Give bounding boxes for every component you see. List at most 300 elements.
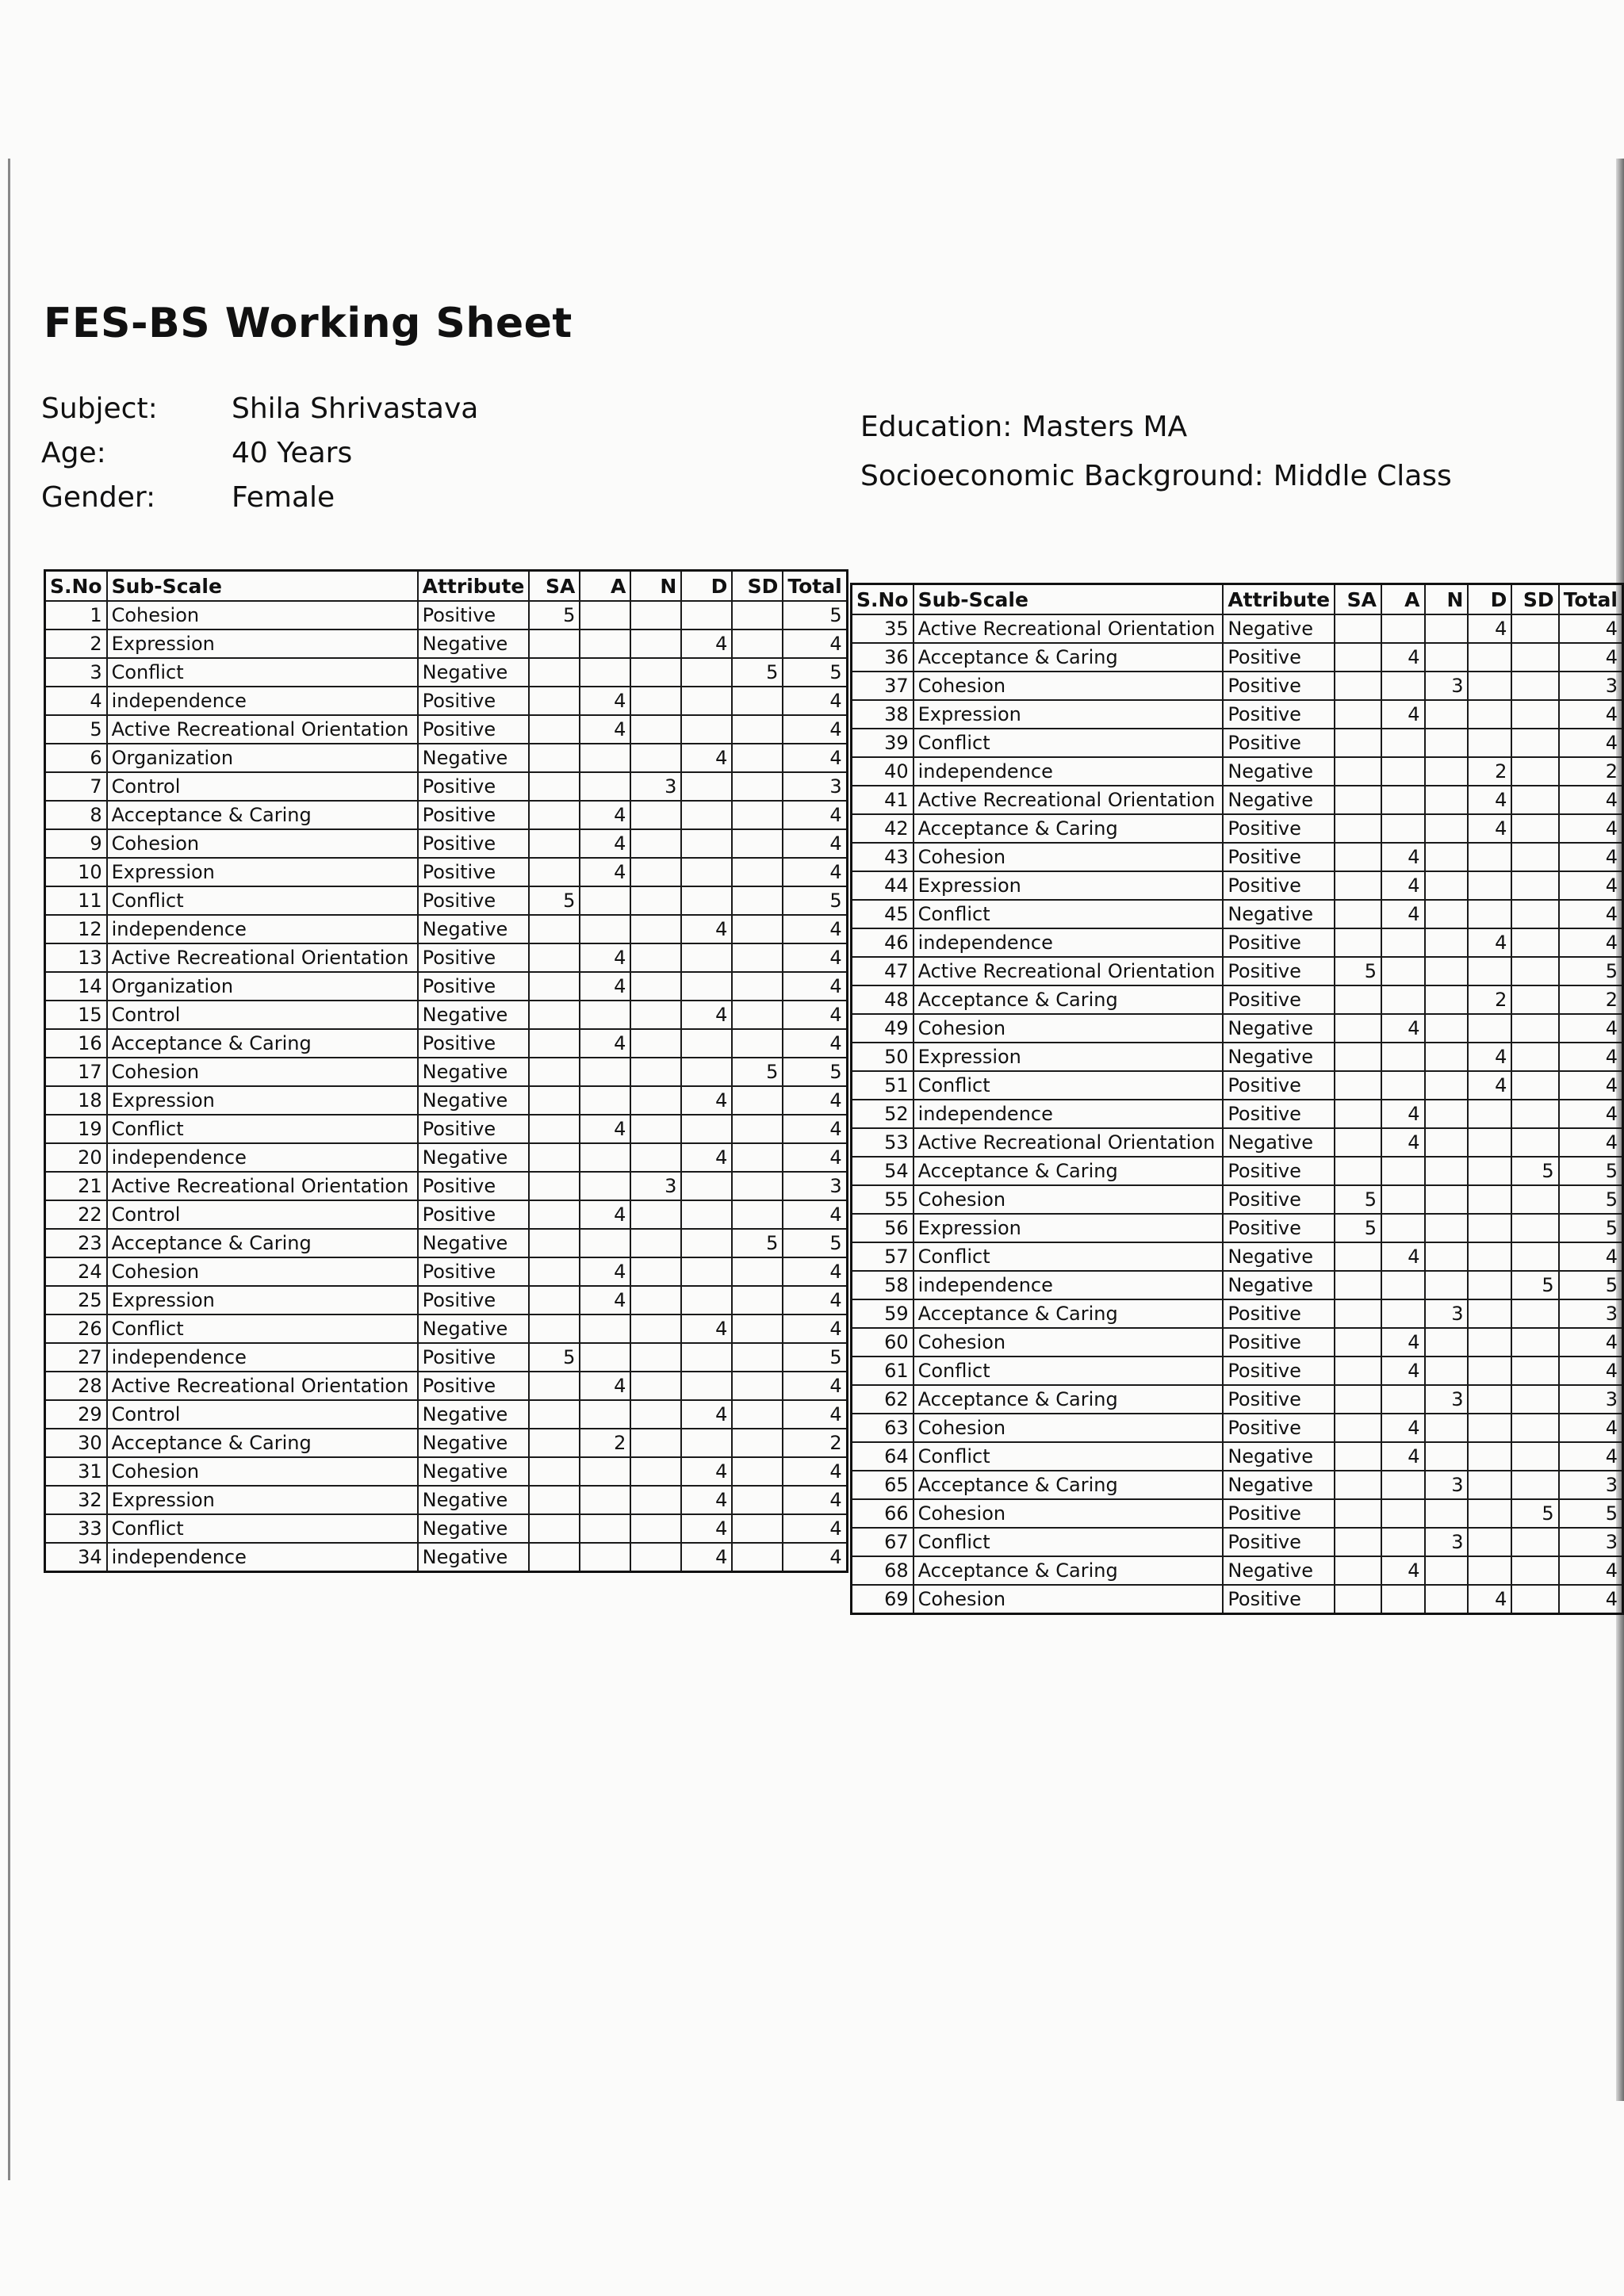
cell-subscale: Acceptance & Caring xyxy=(107,1429,418,1457)
cell-attribute: Positive xyxy=(1223,871,1335,900)
cell-d: 4 xyxy=(681,1001,732,1029)
cell-subscale: Organization xyxy=(107,972,418,1001)
cell-attribute: Positive xyxy=(1223,843,1335,871)
cell-sno: 47 xyxy=(852,957,914,985)
cell-a: 4 xyxy=(580,1115,630,1143)
table-row xyxy=(852,1585,1623,1614)
cell-total: 3 xyxy=(1559,1471,1623,1499)
cell-sd: 5 xyxy=(1511,1271,1558,1299)
cell-n xyxy=(1425,1100,1469,1128)
cell-sno: 12 xyxy=(45,915,107,943)
cell-a: 4 xyxy=(1381,700,1425,729)
cell-subscale: Active Recreational Orientation xyxy=(107,1372,418,1400)
cell-subscale: Organization xyxy=(107,744,418,772)
cell-sno: 49 xyxy=(852,1014,914,1043)
cell-subscale: Conflict xyxy=(914,1242,1224,1271)
cell-sd xyxy=(1511,1556,1558,1585)
score-table-right xyxy=(850,583,1624,1615)
cell-sd xyxy=(732,1457,783,1486)
cell-sa: 5 xyxy=(529,1343,580,1372)
cell-n xyxy=(1425,957,1469,985)
cell-sno: 38 xyxy=(852,700,914,729)
cell-sa xyxy=(1335,643,1381,672)
cell-attribute: Negative xyxy=(1223,1242,1335,1271)
education-row xyxy=(860,403,1452,452)
cell-d xyxy=(1468,1299,1511,1328)
table-row xyxy=(852,614,1623,643)
header-total: Total xyxy=(1559,584,1623,615)
cell-sa xyxy=(529,744,580,772)
cell-sd xyxy=(1511,1185,1558,1214)
header-sa: SA xyxy=(529,571,580,602)
cell-total: 4 xyxy=(783,858,847,886)
cell-sa xyxy=(1335,1043,1381,1071)
cell-d xyxy=(1468,1499,1511,1528)
cell-sd xyxy=(732,1115,783,1143)
cell-sa xyxy=(1335,786,1381,814)
cell-d xyxy=(681,687,732,715)
table-row xyxy=(852,729,1623,757)
cell-attribute: Negative xyxy=(1223,1556,1335,1585)
cell-a xyxy=(1381,1185,1425,1214)
cell-a: 4 xyxy=(580,829,630,858)
cell-sd xyxy=(732,1001,783,1029)
cell-subscale: Acceptance & Caring xyxy=(914,1556,1224,1585)
cell-subscale: Active Recreational Orientation xyxy=(107,943,418,972)
cell-sd xyxy=(1511,1471,1558,1499)
cell-total: 4 xyxy=(783,972,847,1001)
table-row xyxy=(852,1242,1623,1271)
table-row xyxy=(852,700,1623,729)
cell-a xyxy=(580,1229,630,1257)
cell-attribute: Positive xyxy=(418,1372,530,1400)
cell-n xyxy=(630,658,681,687)
cell-sd xyxy=(1511,1214,1558,1242)
cell-total: 5 xyxy=(1559,1185,1623,1214)
cell-total: 4 xyxy=(1559,1328,1623,1357)
cell-d xyxy=(1468,1556,1511,1585)
table-row xyxy=(45,1486,848,1514)
cell-d xyxy=(681,801,732,829)
cell-sno: 21 xyxy=(45,1172,107,1200)
cell-a: 4 xyxy=(580,858,630,886)
cell-attribute: Negative xyxy=(418,915,530,943)
cell-sa xyxy=(1335,1414,1381,1442)
cell-subscale: independence xyxy=(107,1143,418,1172)
cell-attribute: Negative xyxy=(1223,1271,1335,1299)
table-row xyxy=(852,814,1623,843)
table-row xyxy=(45,1200,848,1229)
cell-subscale: independence xyxy=(107,1343,418,1372)
cell-sa xyxy=(529,1143,580,1172)
cell-n xyxy=(630,943,681,972)
cell-total: 5 xyxy=(783,658,847,687)
table-row xyxy=(852,1185,1623,1214)
cell-sno: 13 xyxy=(45,943,107,972)
cell-a xyxy=(580,1143,630,1172)
cell-sa xyxy=(1335,729,1381,757)
cell-n xyxy=(630,886,681,915)
cell-d xyxy=(1468,1471,1511,1499)
cell-d xyxy=(681,1429,732,1457)
cell-total: 4 xyxy=(783,1200,847,1229)
cell-n xyxy=(1425,1499,1469,1528)
cell-subscale: Conflict xyxy=(107,658,418,687)
cell-total: 4 xyxy=(1559,643,1623,672)
table-row xyxy=(45,629,848,658)
cell-total: 4 xyxy=(783,829,847,858)
cell-subscale: Acceptance & Caring xyxy=(914,1157,1224,1185)
cell-n xyxy=(1425,1442,1469,1471)
cell-d: 4 xyxy=(1468,1585,1511,1614)
cell-attribute: Positive xyxy=(1223,814,1335,843)
cell-d xyxy=(1468,1242,1511,1271)
cell-sd xyxy=(732,1343,783,1372)
subject-info xyxy=(41,387,478,520)
cell-subscale: Cohesion xyxy=(107,601,418,629)
cell-total: 4 xyxy=(783,1314,847,1343)
cell-d xyxy=(681,1286,732,1314)
cell-d xyxy=(1468,1414,1511,1442)
cell-n xyxy=(630,1286,681,1314)
header-a: A xyxy=(1381,584,1425,615)
cell-sa xyxy=(529,772,580,801)
cell-attribute: Positive xyxy=(1223,729,1335,757)
cell-n xyxy=(630,1343,681,1372)
cell-sd xyxy=(1511,871,1558,900)
cell-sd xyxy=(1511,1328,1558,1357)
cell-sa xyxy=(1335,614,1381,643)
cell-total: 2 xyxy=(783,1429,847,1457)
cell-sd: 5 xyxy=(1511,1157,1558,1185)
cell-sno: 60 xyxy=(852,1328,914,1357)
table-row xyxy=(45,943,848,972)
cell-subscale: Conflict xyxy=(107,886,418,915)
header-n: N xyxy=(630,571,681,602)
cell-sa xyxy=(529,1514,580,1543)
cell-sno: 51 xyxy=(852,1071,914,1100)
cell-attribute: Positive xyxy=(1223,1414,1335,1442)
cell-n xyxy=(1425,614,1469,643)
cell-d: 4 xyxy=(1468,1071,1511,1100)
header-a: A xyxy=(580,571,630,602)
cell-sa xyxy=(529,1372,580,1400)
cell-d: 4 xyxy=(1468,1043,1511,1071)
cell-a xyxy=(1381,928,1425,957)
cell-total: 4 xyxy=(1559,729,1623,757)
cell-sd xyxy=(1511,1043,1558,1071)
cell-a: 4 xyxy=(1381,1442,1425,1471)
cell-sd xyxy=(732,772,783,801)
cell-d: 4 xyxy=(681,1086,732,1115)
cell-sno: 5 xyxy=(45,715,107,744)
cell-total: 4 xyxy=(1559,900,1623,928)
cell-n xyxy=(630,801,681,829)
cell-sno: 14 xyxy=(45,972,107,1001)
cell-total: 4 xyxy=(1559,1556,1623,1585)
cell-n: 3 xyxy=(1425,1528,1469,1556)
cell-d xyxy=(1468,1100,1511,1128)
cell-subscale: Expression xyxy=(107,1486,418,1514)
cell-attribute: Positive xyxy=(418,1343,530,1372)
cell-a: 2 xyxy=(580,1429,630,1457)
cell-attribute: Positive xyxy=(418,1286,530,1314)
cell-n xyxy=(630,1143,681,1172)
cell-sno: 56 xyxy=(852,1214,914,1242)
cell-sa xyxy=(1335,1271,1381,1299)
cell-subscale: independence xyxy=(914,757,1224,786)
cell-total: 4 xyxy=(783,687,847,715)
cell-d xyxy=(1468,957,1511,985)
cell-d xyxy=(1468,1185,1511,1214)
cell-attribute: Positive xyxy=(1223,1499,1335,1528)
table-body xyxy=(852,614,1623,1614)
cell-a xyxy=(1381,1471,1425,1499)
cell-sd xyxy=(732,1543,783,1572)
cell-a xyxy=(1381,1499,1425,1528)
cell-subscale: Expression xyxy=(914,1214,1224,1242)
cell-sno: 59 xyxy=(852,1299,914,1328)
cell-sd xyxy=(732,972,783,1001)
cell-a xyxy=(580,1486,630,1514)
cell-a: 4 xyxy=(1381,1357,1425,1385)
cell-a: 4 xyxy=(580,687,630,715)
cell-n xyxy=(630,1200,681,1229)
cell-subscale: Acceptance & Caring xyxy=(914,643,1224,672)
cell-sd xyxy=(1511,1528,1558,1556)
table-row xyxy=(45,1001,848,1029)
table-row xyxy=(45,1314,848,1343)
cell-a xyxy=(580,1514,630,1543)
cell-d: 4 xyxy=(681,1314,732,1343)
cell-d xyxy=(1468,1214,1511,1242)
cell-total: 4 xyxy=(783,915,847,943)
cell-sa xyxy=(1335,1585,1381,1614)
cell-total: 5 xyxy=(1559,957,1623,985)
cell-sd xyxy=(732,1172,783,1200)
table-row xyxy=(45,1543,848,1572)
cell-a: 4 xyxy=(1381,1242,1425,1271)
cell-sa: 5 xyxy=(1335,1185,1381,1214)
cell-n xyxy=(1425,1556,1469,1585)
cell-subscale: independence xyxy=(914,928,1224,957)
cell-sa xyxy=(1335,1556,1381,1585)
cell-sd xyxy=(732,1029,783,1058)
cell-sno: 40 xyxy=(852,757,914,786)
cell-sd xyxy=(1511,643,1558,672)
cell-n: 3 xyxy=(1425,1471,1469,1499)
cell-total: 5 xyxy=(1559,1214,1623,1242)
cell-attribute: Negative xyxy=(1223,900,1335,928)
cell-n xyxy=(1425,1414,1469,1442)
cell-total: 4 xyxy=(1559,614,1623,643)
cell-n xyxy=(630,915,681,943)
cell-subscale: Active Recreational Orientation xyxy=(914,614,1224,643)
cell-sd xyxy=(1511,729,1558,757)
cell-subscale: Active Recreational Orientation xyxy=(107,1172,418,1200)
cell-a xyxy=(580,772,630,801)
cell-sno: 19 xyxy=(45,1115,107,1143)
cell-d: 4 xyxy=(1468,786,1511,814)
cell-sno: 53 xyxy=(852,1128,914,1157)
socio-value: Middle Class xyxy=(1273,460,1452,492)
table-row xyxy=(45,1229,848,1257)
cell-sa xyxy=(1335,1299,1381,1328)
table-body xyxy=(45,601,848,1572)
cell-sd xyxy=(732,1200,783,1229)
cell-subscale: Acceptance & Caring xyxy=(107,1229,418,1257)
cell-sno: 66 xyxy=(852,1499,914,1528)
cell-subscale: Acceptance & Caring xyxy=(107,1029,418,1058)
cell-sno: 63 xyxy=(852,1414,914,1442)
table-header-row xyxy=(45,571,848,602)
cell-n xyxy=(1425,643,1469,672)
table-row xyxy=(852,1128,1623,1157)
cell-sno: 10 xyxy=(45,858,107,886)
cell-total: 4 xyxy=(1559,1442,1623,1471)
cell-total: 4 xyxy=(783,1143,847,1172)
cell-n xyxy=(630,1086,681,1115)
header-attribute: Attribute xyxy=(418,571,530,602)
cell-sd: 5 xyxy=(732,1058,783,1086)
cell-sa xyxy=(529,1229,580,1257)
cell-attribute: Positive xyxy=(418,715,530,744)
cell-sno: 67 xyxy=(852,1528,914,1556)
cell-d xyxy=(681,1343,732,1372)
cell-n xyxy=(630,1514,681,1543)
cell-a xyxy=(1381,985,1425,1014)
cell-subscale: Conflict xyxy=(914,1071,1224,1100)
cell-n xyxy=(630,601,681,629)
cell-d xyxy=(681,1257,732,1286)
cell-total: 2 xyxy=(1559,757,1623,786)
cell-total: 4 xyxy=(783,629,847,658)
cell-attribute: Negative xyxy=(418,1229,530,1257)
cell-n xyxy=(630,1115,681,1143)
cell-attribute: Positive xyxy=(418,1200,530,1229)
cell-a: 4 xyxy=(580,943,630,972)
table-row xyxy=(45,1457,848,1486)
education-label: Education: xyxy=(860,411,1013,443)
table-row xyxy=(852,1271,1623,1299)
table-row xyxy=(852,985,1623,1014)
cell-sa xyxy=(1335,1442,1381,1471)
cell-a xyxy=(1381,1043,1425,1071)
cell-sno: 27 xyxy=(45,1343,107,1372)
cell-subscale: Cohesion xyxy=(914,1585,1224,1614)
cell-subscale: Cohesion xyxy=(914,1499,1224,1528)
cell-a: 4 xyxy=(580,972,630,1001)
cell-a xyxy=(580,629,630,658)
cell-n xyxy=(630,1058,681,1086)
cell-a: 4 xyxy=(580,1286,630,1314)
header-sno: S.No xyxy=(852,584,914,615)
cell-total: 4 xyxy=(783,1086,847,1115)
cell-d xyxy=(681,772,732,801)
cell-d xyxy=(1468,900,1511,928)
table-row xyxy=(852,643,1623,672)
cell-sno: 28 xyxy=(45,1372,107,1400)
cell-sa xyxy=(1335,1471,1381,1499)
table-row xyxy=(45,886,848,915)
cell-a xyxy=(580,658,630,687)
cell-n xyxy=(1425,1128,1469,1157)
cell-d xyxy=(1468,1442,1511,1471)
table-row xyxy=(45,1343,848,1372)
cell-subscale: Conflict xyxy=(914,900,1224,928)
cell-sno: 18 xyxy=(45,1086,107,1115)
table-row xyxy=(852,1071,1623,1100)
cell-attribute: Negative xyxy=(418,1429,530,1457)
cell-sno: 31 xyxy=(45,1457,107,1486)
cell-a xyxy=(580,1058,630,1086)
cell-subscale: Conflict xyxy=(107,1514,418,1543)
cell-sa xyxy=(1335,1242,1381,1271)
cell-attribute: Negative xyxy=(1223,1471,1335,1499)
cell-subscale: Conflict xyxy=(107,1115,418,1143)
cell-d xyxy=(1468,643,1511,672)
header-sd: SD xyxy=(732,571,783,602)
cell-d xyxy=(1468,1328,1511,1357)
background-info xyxy=(860,403,1452,501)
cell-attribute: Positive xyxy=(418,1029,530,1058)
table-row xyxy=(852,1043,1623,1071)
gender-value: Female xyxy=(232,481,335,514)
cell-subscale: Cohesion xyxy=(107,1058,418,1086)
cell-d xyxy=(681,1229,732,1257)
cell-attribute: Negative xyxy=(418,1058,530,1086)
cell-sa xyxy=(529,1086,580,1115)
cell-n xyxy=(1425,1271,1469,1299)
cell-sd xyxy=(1511,957,1558,985)
cell-subscale: Cohesion xyxy=(914,1014,1224,1043)
cell-total: 5 xyxy=(783,601,847,629)
cell-total: 4 xyxy=(783,1486,847,1514)
header-d: D xyxy=(1468,584,1511,615)
cell-sd xyxy=(1511,843,1558,871)
cell-n xyxy=(1425,1357,1469,1385)
cell-total: 4 xyxy=(783,744,847,772)
cell-subscale: Acceptance & Caring xyxy=(914,1385,1224,1414)
cell-sno: 46 xyxy=(852,928,914,957)
cell-total: 5 xyxy=(783,1229,847,1257)
cell-sno: 24 xyxy=(45,1257,107,1286)
cell-attribute: Negative xyxy=(418,1486,530,1514)
cell-sno: 8 xyxy=(45,801,107,829)
cell-subscale: Cohesion xyxy=(107,1257,418,1286)
cell-sd xyxy=(732,1143,783,1172)
cell-d xyxy=(1468,871,1511,900)
cell-sa xyxy=(529,801,580,829)
cell-d xyxy=(681,858,732,886)
cell-a: 4 xyxy=(580,1257,630,1286)
cell-n xyxy=(1425,757,1469,786)
cell-attribute: Negative xyxy=(418,744,530,772)
cell-sa xyxy=(529,1172,580,1200)
cell-n xyxy=(1425,1185,1469,1214)
cell-total: 4 xyxy=(1559,1242,1623,1271)
cell-n xyxy=(1425,928,1469,957)
cell-sa xyxy=(1335,1128,1381,1157)
table-row xyxy=(852,1299,1623,1328)
cell-sd xyxy=(732,829,783,858)
table-row xyxy=(852,786,1623,814)
cell-sd xyxy=(1511,1014,1558,1043)
cell-sno: 57 xyxy=(852,1242,914,1271)
gender-row xyxy=(41,476,478,520)
cell-d xyxy=(1468,700,1511,729)
cell-sd xyxy=(1511,672,1558,700)
